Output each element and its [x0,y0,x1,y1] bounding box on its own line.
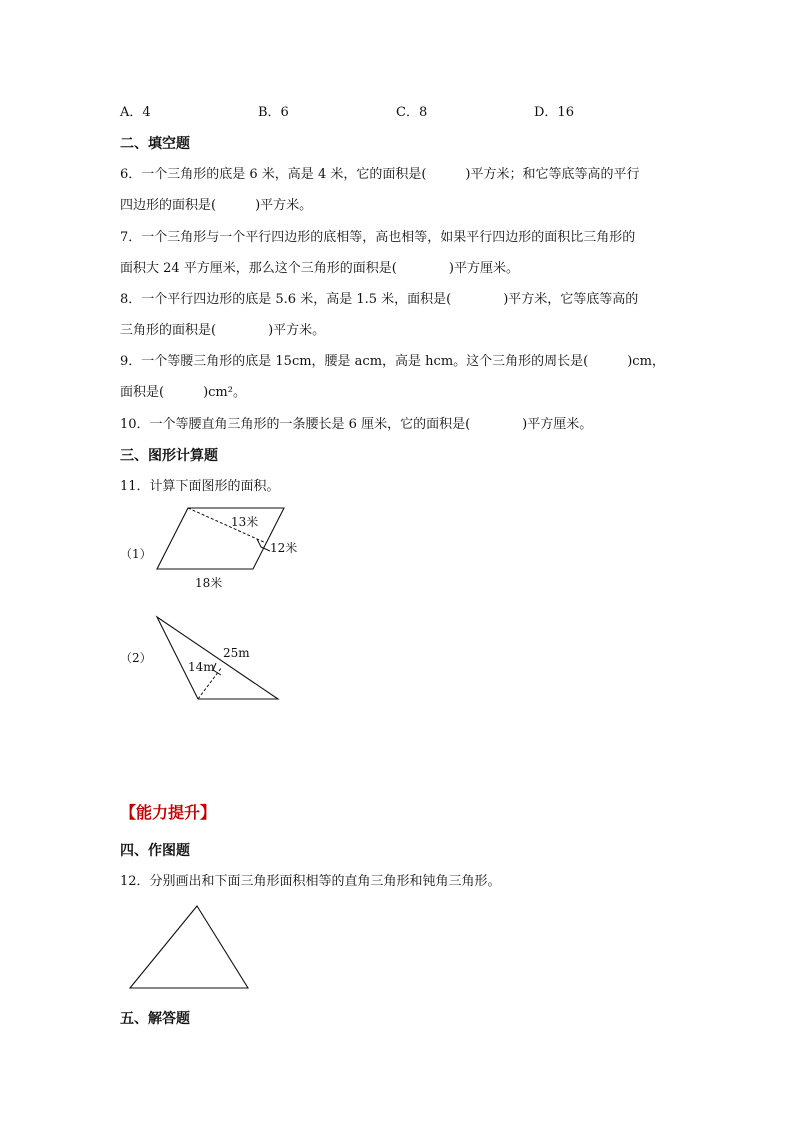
section-title-drawing: 四、作图题 [120,843,190,859]
figure-1-label: （1） [120,547,152,561]
option-d: D．16 [534,105,574,120]
figure-1-height: 12米 [270,541,298,555]
option-c: C．8 [396,105,428,120]
question-9-line-1: 9．一个等腰三角形的底是 15cm，腰是 acm，高是 hcm。这个三角形的周长是( )cm， [120,354,665,369]
option-b: B．6 [258,105,289,120]
question-10: 10．一个等腰直角三角形的一条腰长是 6 厘米，它的面积是( )平方厘米。 [120,417,593,432]
question-9-line-2: 面积是( )cm²。 [120,385,246,400]
question-7-line-2: 面积大 24 平方厘米，那么这个三角形的面积是( )平方厘米。 [120,261,519,276]
question-6-line-2: 四边形的面积是( )平方米。 [120,198,313,213]
figure-1-base: 18米 [195,576,223,590]
figure-1-parallelogram [120,508,297,590]
section-title-figure-calc: 三、图形计算题 [120,448,218,464]
figure-2-label: （2） [120,651,152,665]
ability-title: 【能力提升】 [120,803,217,822]
question-8-line-1: 8．一个平行四边形的底是 5.6 米，高是 1.5 米，面积是( )平方米，它等底等高的 [120,292,639,307]
figure-2-triangle [120,617,278,699]
section-title-answer: 五、解答题 [120,1011,190,1027]
figure-2-height: 14m [188,660,215,674]
question-6-line-1: 6．一个三角形的底是 6 米，高是 4 米，它的面积是( )平方米；和它等底等高的平行 [120,167,640,182]
question-11: 11．计算下面图形的面积。 [120,479,280,494]
section-title-fill-in: 二、填空题 [120,136,190,152]
figure-3-triangle [130,906,248,988]
figure-2-side: 25m [223,646,250,660]
question-7-line-1: 7．一个三角形与一个平行四边形的底相等，高也相等，如果平行四边形的面积比三角形的 [120,230,636,245]
question-12: 12．分别画出和下面三角形面积相等的直角三角形和钝角三角形。 [120,874,501,889]
question-8-line-2: 三角形的面积是( )平方米。 [120,323,326,338]
option-a: A．4 [120,105,151,120]
figure-1-slant-length: 13米 [231,515,259,529]
